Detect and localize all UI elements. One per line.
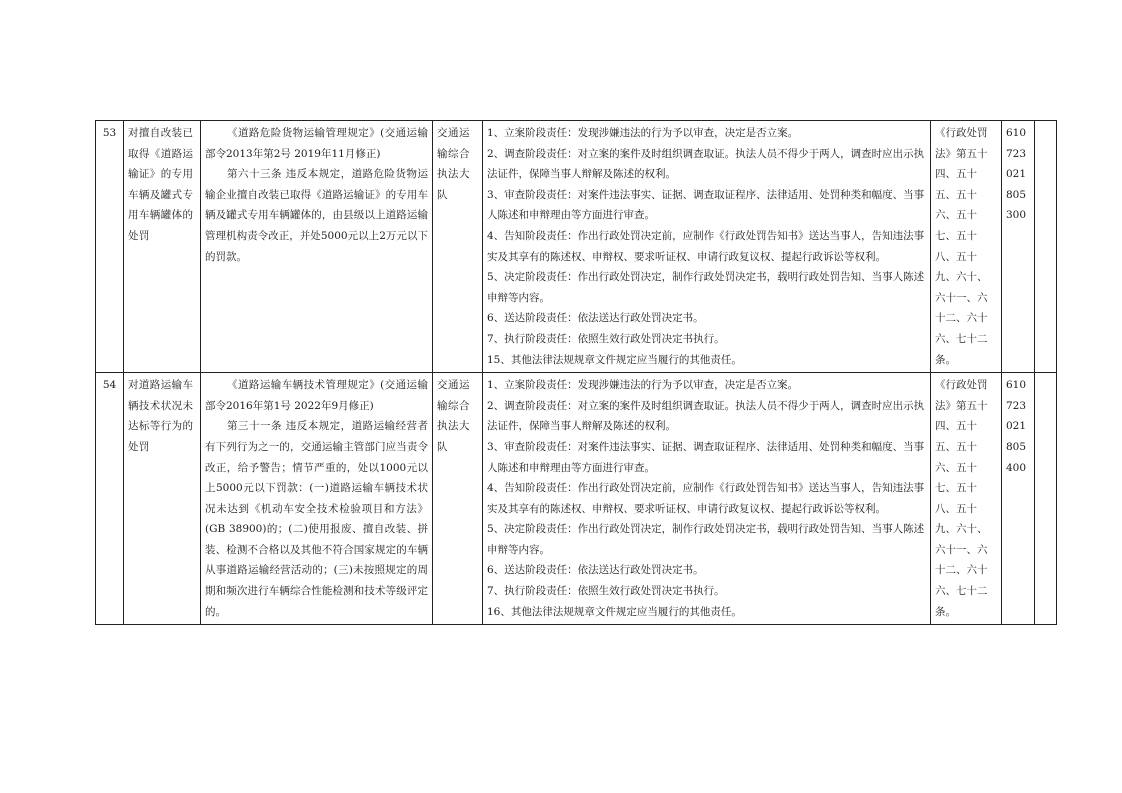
responsibility-item: 7、执行阶段责任：依照生效行政处罚决定书执行。 xyxy=(487,585,725,598)
basis-text: 第六十三条 违反本规定，道路危险货物运输企业擅自改装已取得《道路运输证》的专用车辆及罐式专用车辆罐体的，由县级以上道路运输管理机构责令改正，并处5000元以上2万元以下的罚款。 xyxy=(205,168,428,263)
responsibility-item: 3、审查阶段责任：对案件违法事实、证据、调查取证程序、法律适用、处罚种类和幅度、当事人陈述和申辩理由等方面进行审查。 xyxy=(487,188,925,222)
responsibility-item: 7、执行阶段责任：依照生效行政处罚决定书执行。 xyxy=(487,332,725,345)
responsibility-item: 2、调查阶段责任：对立案的案件及时组织调查取证。执法人员不得少于两人，调查时应出示执法证件，保障当事人辩解及陈述的权利。 xyxy=(487,399,925,433)
legal-basis xyxy=(201,121,433,373)
row-number: 53 xyxy=(96,121,124,373)
item-code: 610 723 021 805 300 xyxy=(1002,121,1035,373)
penalty-items-table xyxy=(95,120,1057,625)
responsibility-item: 15、其他法律法规规章文件规定应当履行的其他责任。 xyxy=(487,353,742,366)
note-cell xyxy=(1035,373,1057,625)
responsibility-item: 2、调查阶段责任：对立案的案件及时组织调查取证。执法人员不得少于两人，调查时应出示执法证件，保障当事人辩解及陈述的权利。 xyxy=(487,147,925,181)
basis-title: 《道路运输车辆技术管理规定》(交通运输部令2016年第1号 2022年9月修正) xyxy=(205,379,428,412)
table-row xyxy=(96,373,1057,625)
responsibility-list xyxy=(483,121,931,373)
responsibility-item: 6、送达阶段责任：依法送达行政处罚决定书。 xyxy=(487,312,704,325)
table-row xyxy=(96,121,1057,373)
item-name: 对擅自改装已取得《道路运输证》的专用车辆及罐式专用车辆罐体的处罚 xyxy=(124,121,201,373)
responsibility-list xyxy=(483,373,931,625)
responsibility-item: 5、决定阶段责任：作出行政处罚决定，制作行政处罚决定书，载明行政处罚告知、当事人陈述申辩等内容。 xyxy=(487,271,925,304)
responsibility-item: 1、立案阶段责任：发现涉嫌违法的行为予以审查，决定是否立案。 xyxy=(487,379,799,392)
responsibility-item: 3、审查阶段责任：对案件违法事实、证据、调查取证程序、法律适用、处罚种类和幅度、当事人陈述和申辩理由等方面进行审查。 xyxy=(487,440,925,474)
responsibility-item: 4、告知阶段责任：作出行政处罚决定前，应制作《行政处罚告知书》送达当事人，告知违法事实及其享有的陈述权、申辩权、要求听证权、申请行政复议权、提起行政诉讼等权利。 xyxy=(487,229,925,263)
law-reference: 《行政处罚法》第五十四、五十五、五十六、五十七、五十八、五十九、六十、六十一、六十二、六十六、七十二条。 xyxy=(931,121,1002,373)
responsibility-item: 6、送达阶段责任：依法送达行政处罚决定书。 xyxy=(487,564,704,577)
responsibility-item: 5、决定阶段责任：作出行政处罚决定，制作行政处罚决定书，载明行政处罚告知、当事人陈述申辩等内容。 xyxy=(487,523,925,556)
law-reference: 《行政处罚法》第五十四、五十五、五十六、五十七、五十八、五十九、六十、六十一、六十二、六十六、七十二条。 xyxy=(931,373,1002,625)
basis-title: 《道路危险货物运输管理规定》(交通运输部令2013年第2号 2019年11月修正) xyxy=(205,127,428,160)
legal-basis xyxy=(201,373,433,625)
responsibility-item: 1、立案阶段责任：发现涉嫌违法的行为予以审查，决定是否立案。 xyxy=(487,127,799,139)
department: 交通运输综合执法大队 xyxy=(433,121,483,373)
item-code: 610 723 021 805 400 xyxy=(1002,373,1035,625)
note-cell xyxy=(1035,121,1057,373)
responsibility-item: 16、其他法律法规规章文件规定应当履行的其他责任。 xyxy=(487,605,742,618)
department: 交通运输综合执法大队 xyxy=(433,373,483,625)
item-name: 对道路运输车辆技术状况未达标等行为的处罚 xyxy=(124,373,201,625)
basis-text: 第三十一条 违反本规定，道路运输经营者有下列行为之一的，交通运输主管部门应当责令改正，给予警告；情节严重的，处以1000元以上5000元以下罚款：(一)道路运输车辆技术状况未达到《机动车安全技术检验项目和方法》(GB 38900)的；(二)使用报废、擅自改装、拼装、检测不合格以及其他不符合国家规定的车辆从事道路运输经营活动的；(三)未按照规定的周期和频次进行车辆综合性能检测和技术等级评定的。 xyxy=(205,420,428,618)
responsibility-item: 4、告知阶段责任：作出行政处罚决定前，应制作《行政处罚告知书》送达当事人，告知违法事实及其享有的陈述权、申辩权、要求听证权、申请行政复议权、提起行政诉讼等权利。 xyxy=(487,482,925,515)
row-number: 54 xyxy=(96,373,124,625)
